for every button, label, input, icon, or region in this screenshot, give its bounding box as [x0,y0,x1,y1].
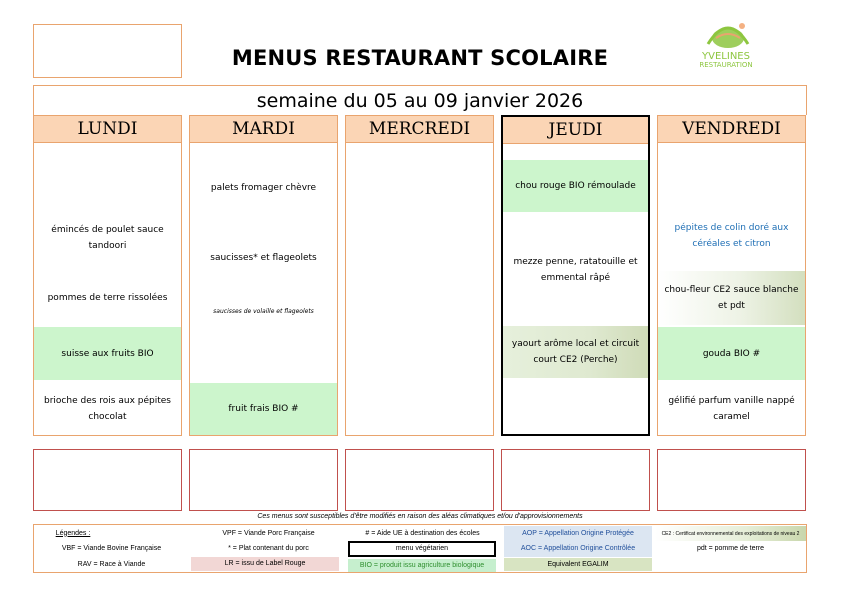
day-column-vendredi [657,115,806,436]
legend-porc: * = Plat contenant du porc [228,544,309,552]
day-column-mardi [189,115,338,436]
menu-item: yaourt arôme local et circuit court CE2 (Perche) [503,326,648,378]
legend-lr: LR = issu de Label Rouge [191,557,339,571]
page-title: MENUS RESTAURANT SCOLAIRE [231,46,609,70]
day-header: LUNDI [34,116,181,143]
day-header: MERCREDI [346,116,493,143]
menu-item: chou-fleur CE2 sauce blanche et pdt [658,271,805,325]
bottom-box [501,449,650,511]
week-title: semaine du 05 au 09 janvier 2026 [33,85,807,115]
menu-item: mezze penne, ratatouille et emmental râpé [513,257,638,283]
menu-item: brioche des rois aux pépites chocolat [44,396,171,422]
legend [33,524,807,573]
menu-item: gouda BIO # [658,327,805,380]
legend-aide: # = Aide UE à destination des écoles [365,529,480,537]
legend-egalim: Equivalent EGALIM [504,558,652,571]
bottom-box [33,449,182,511]
menu-item: suisse aux fruits BIO [34,327,181,380]
menu-item: pommes de terre rissolées [47,293,168,303]
legend-title: Légendes : [55,529,91,537]
disclaimer: Ces menus sont susceptibles d'être modifiés en raison des aléas climatiques et/ou d'approvisionnements [257,513,583,520]
bottom-box [657,449,806,511]
day-header: MARDI [190,116,337,143]
legend-rav: RAV = Race à Viande [77,560,146,568]
legend-aop: AOP = Appellation Origine Protégée [504,526,652,541]
menu-item: fruit frais BIO # [190,383,337,435]
logo-text [686,52,766,70]
legend-pdt: pdt = pomme de terre [696,544,765,552]
menu-item: palets fromager chèvre [210,183,317,193]
legend-aoc: AOC = Appellation Origine Contrôlée [504,541,652,557]
top-left-box [33,24,182,78]
legend-ce2: CE2 : Certificat environnemental des exploitations de niveau 2 [655,526,806,541]
legend-vbf: VBF = Viande Bovine Française [61,544,162,552]
bottom-box [189,449,338,511]
legend-vpf: VPF = Viande Porc Française [222,529,315,537]
day-column-lundi [33,115,182,436]
bottom-box [345,449,494,511]
day-header: VENDREDI [658,116,805,143]
legend-bio: BIO = produit issu agriculture biologique [348,559,496,572]
menu-item: chou rouge BIO rémoulade [503,160,648,212]
menu-item: saucisses de volaille et flageolets [213,307,314,315]
menu-item: émincés de poulet sauce tandoori [51,225,164,251]
day-column-mercredi [345,115,494,436]
logo-sub: RESTAURATION [699,61,753,69]
menu-item: saucisses* et flageolets [210,253,317,263]
logo-name: YVELINES [702,51,750,62]
menu-item: pépites de colin doré aux céréales et citron [674,223,789,249]
day-column-jeudi [501,115,650,436]
day-header: JEUDI [503,117,648,144]
legend-vegetarien: menu végétarien [348,541,496,557]
menu-item: gélifié parfum vanille nappé caramel [668,396,795,422]
